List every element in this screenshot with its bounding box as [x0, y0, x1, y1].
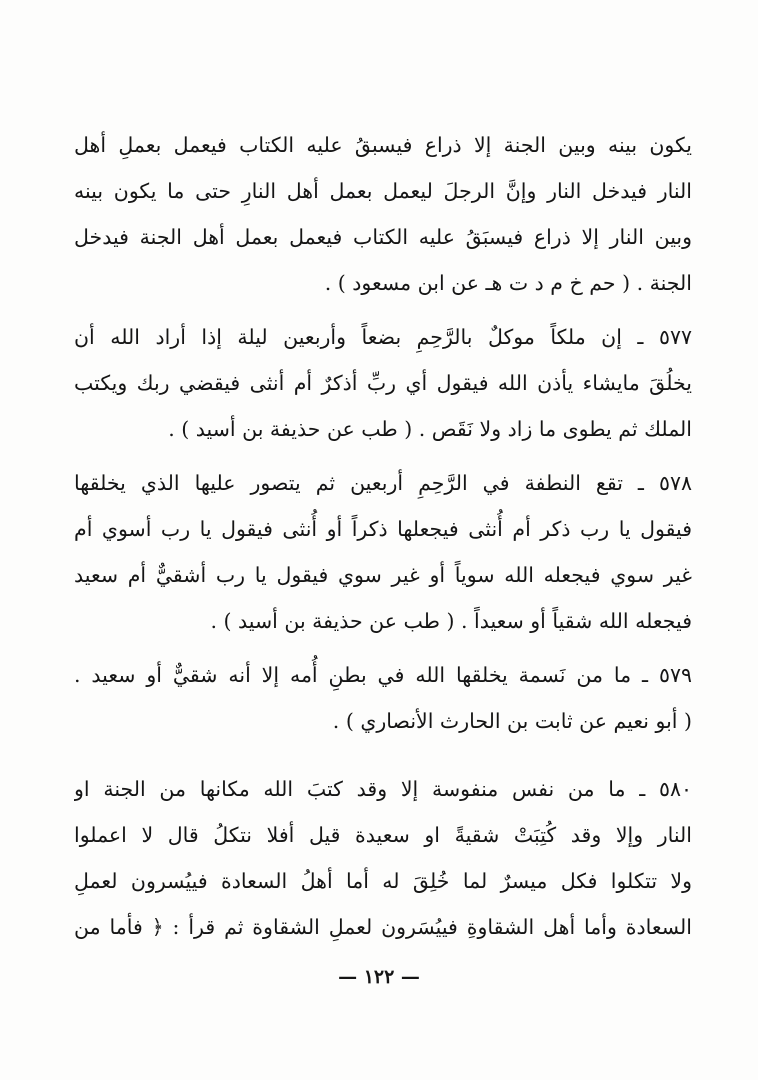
text-line: ٥٧٧ ـ إن ملكاً موكلٌ بالرَّحِمِ بضعاً وأربعين ليلة إذا أراد الله أن — [74, 325, 692, 349]
text-line: الملك ثم يطوى ما زاد ولا نَقَص . ( طب عن حذيفة بن أسيد ) . — [168, 417, 692, 441]
page-number: — ١٢٢ — — [338, 966, 420, 988]
paragraph-hadith-580 — [74, 766, 692, 950]
text-line: غير سوي فيجعله الله سوياً أو غير سوي فيقول يا رب أشقيٌّ أم سعيد — [74, 563, 692, 587]
text-line: ٥٧٩ ـ ما من نَسمة يخلقها الله في بطنِ أُمه إلا أنه شقيٌّ أو سعيد . — [74, 663, 692, 687]
text-line: ٥٨٠ ـ ما من نفس منفوسة إلا وقد كتبَ الله مكانها من الجنة او — [74, 777, 692, 801]
text-line: وبين النار إلا ذراع فيسبَقُ عليه الكتاب فيعمل بعمل أهل الجنة فيدخل — [74, 225, 692, 249]
text-line: ٥٧٨ ـ تقع النطفة في الرَّحِمِ أربعين ثم يتصور عليها الذي يخلقها — [74, 471, 692, 495]
text-line: يخلُقَ مايشاء يأذن الله فيقول أي ربِّ أذكرٌ أم أنثى فيقضي ربك ويكتب — [74, 371, 692, 395]
text-line: السعادة وأما أهل الشقاوةِ فييُسَرون لعملِ الشقاوة ثم قرأ : ﴿ فأما من — [74, 915, 692, 939]
paragraph-hadith-579 — [74, 652, 692, 744]
text-line: فيجعله الله شقياً أو سعيداً . ( طب عن حذيفة بن أسيد ) . — [210, 609, 692, 633]
paragraph-hadith-578 — [74, 460, 692, 644]
paragraph-hadith-continuation — [74, 122, 692, 306]
text-line: ( أبو نعيم عن ثابت بن الحارث الأنصاري ) . — [332, 709, 692, 733]
text-line: النار وإلا وقد كُتِبَتْ شقيةً او سعيدة قيل أفلا نتكلُ قال لا اعملوا — [74, 823, 692, 847]
text-line: الجنة . ( حم خ م د ت هـ عن ابن مسعود ) . — [324, 271, 692, 295]
text-line: فيقول يا رب ذكر أم أُنثى فيجعلها ذكراً أو أُنثى فيقول يا رب أسوي أم — [74, 517, 692, 541]
text-line: النار فيدخل النار وإنَّ الرجلَ ليعمل بعمل أهل النارِ حتى ما يكون بينه — [74, 179, 692, 203]
text-line: ولا تتكلوا فكل ميسرٌ لما خُلِقَ له أما أهلُ السعادة فييُسرون لعملِ — [74, 869, 692, 893]
paragraph-hadith-577 — [74, 314, 692, 452]
text-line: يكون بينه وبين الجنة إلا ذراع فيسبقُ عليه الكتاب فيعمل بعملِ أهل — [74, 133, 692, 157]
